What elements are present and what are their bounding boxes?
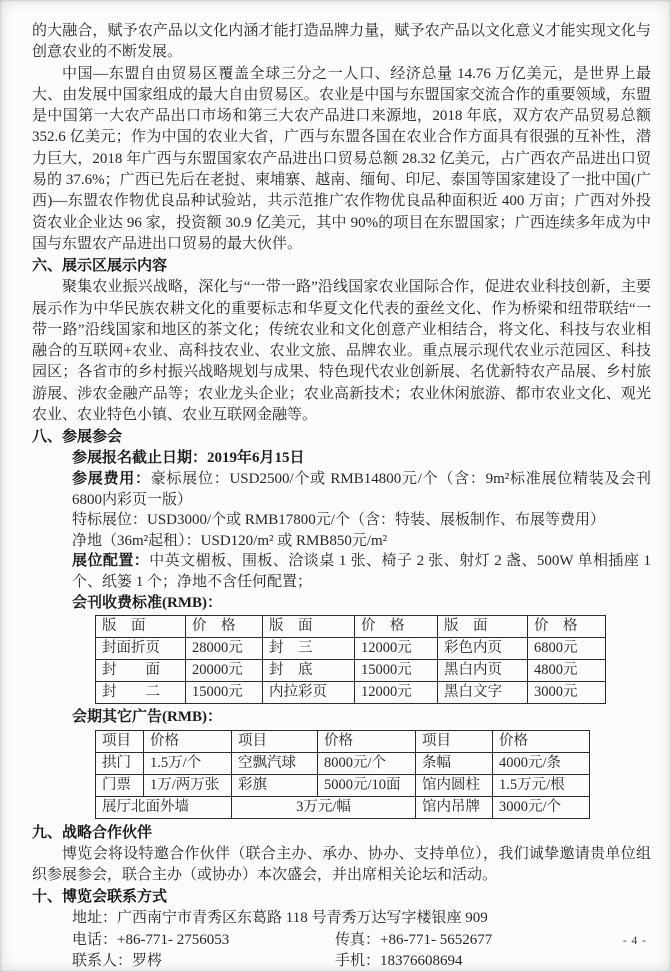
table-cell: 黑白内页: [438, 660, 528, 682]
section8-details: [32, 448, 651, 818]
table-cell: 4800元: [528, 660, 606, 682]
table-cell: 拱门: [96, 752, 144, 774]
table-cell: 5000元/10面: [318, 774, 416, 796]
table-row: [96, 638, 606, 660]
table-cell: 8000元/个: [318, 752, 416, 774]
table-cell: 12000元: [355, 638, 438, 660]
table-cell: 15000元: [355, 660, 438, 682]
table-cell: 内拉彩页: [263, 682, 355, 704]
journal-price-title: 会刊收费标准(RMB)：: [72, 594, 222, 611]
table-cell: 展厅北面外墙: [96, 796, 232, 818]
table-cell: 条幅: [416, 752, 493, 774]
table-cell: 15000元: [186, 682, 263, 704]
table-cell: 彩旗: [232, 774, 318, 796]
special-booth-line: 特标展位：USD3000/个或 RMB17800元/个（含：特装、展板制作、布展等费用）: [72, 512, 605, 529]
page-number: - 4 -: [622, 935, 647, 947]
table-cell: 1.5万元/根: [493, 774, 590, 796]
booth-config-line: [72, 551, 651, 592]
section10-heading: 十、博览会联系方式: [32, 889, 168, 906]
table-row: [96, 752, 590, 774]
column-header: 项目: [96, 730, 144, 752]
table-cell: 1万/两万张: [144, 774, 232, 796]
contact-mobile: 手机：18376608694: [335, 953, 463, 970]
paragraph-cafta-overview: 中国—东盟自由贸易区覆盖全球三分之一人口、经济总量 14.76 万亿美元，是世界上最大、由发展中国家组成的最大自由贸易区。农业是中国与东盟国家交流合作的重要领域，东盟是中国第一大农产品出口市场和第三大农产品进口来源地，2018 年底，双方农产品贸易总额 352.6 亿美元；作为中国的农业大省，广西与东盟各国在农业合作方面具有很强的互补性，潜力巨大，2018 年广西与东盟国家农产品进出口贸易总额 28.32 亿美元，占广西农产品进出口贸易的 37.6%；广西已先后在老挝、柬埔寨、越南、缅甸、印尼、泰国等国家建设了一批中国(广西)—东盟农作物优良品种试验站，共示范推广农作物优良品种面积近 400 万亩；广西对外投资农业企业达 96 家，投资额 30.9 亿美元，其中 90%的项目在东盟国家；广西连续多年成为中国与东盟农产品进出口贸易的最大伙伴。: [32, 65, 651, 252]
contact-row: [72, 930, 651, 951]
section9-heading: 九、战略合作伙伴: [32, 824, 153, 841]
table-cell: 3000元: [528, 682, 606, 704]
fee-text: 豪标展位：USD2500/个或 RMB14800元/个（含：9m²标准展位精装及会刊6800内彩页一版）: [72, 470, 651, 508]
table-cell: 6800元: [528, 638, 606, 660]
table-cell: 12000元: [355, 682, 438, 704]
column-header: 项目: [232, 730, 318, 752]
table-row-merged: [96, 796, 590, 818]
column-header: 项目: [416, 730, 493, 752]
table-cell: 黑白文字: [438, 682, 528, 704]
table-row: [96, 774, 590, 796]
section6-heading: 六、展示区展示内容: [32, 258, 168, 275]
table-row: [96, 682, 606, 704]
table-cell: 1.5万/个: [144, 752, 232, 774]
column-header: 价格: [493, 730, 590, 752]
table-cell: 彩色内页: [438, 638, 528, 660]
contact-phone: 电话：+86-771- 2756053: [72, 931, 230, 948]
table-cell: 馆内圆柱: [416, 774, 493, 796]
column-header: 价 格: [528, 616, 606, 638]
column-header: 版 面: [96, 616, 186, 638]
table-cell: 封 底: [263, 660, 355, 682]
contact-fax: 传真：+86-771- 5652677: [335, 931, 493, 948]
contact-row: [72, 951, 651, 972]
table-cell: 封 三: [263, 638, 355, 660]
table-cell: 封面折页: [96, 638, 186, 660]
booth-config-text: 中英文楣板、围板、洽谈桌 1 张、椅子 2 张、射灯 2 盏、500W 单相插座 1 个、纸篓 1 个；净地不含任何配置；: [72, 553, 651, 590]
fee-label: 参展费用：: [72, 470, 151, 487]
column-header: 价 格: [186, 616, 263, 638]
table-cell: 3万元/幅: [232, 796, 416, 818]
paragraph-culture-fusion: 的大融合，赋予农产品以文化内涵才能打造品牌力量，赋予农产品以文化意义才能实现文化与创意农业的不断发展。: [32, 23, 651, 61]
registration-deadline: 参展报名截止日期：2019年6月15日: [72, 450, 305, 467]
table-cell: 馆内吊牌: [416, 796, 493, 818]
journal-price-table: [95, 615, 606, 704]
section6-body: 聚集农业振兴战略，深化与“一带一路”沿线国家农业国际合作，促进农业科技创新，主要展示作为中华民族农耕文化的重要标志和华夏文化代表的蚕丝文化、作为桥梁和纽带联结“一带一路”沿线国家和地区的茶文化；传统农业和文化创意产业相结合，将文化、科技与农业相融合的互联网+农业、高科技农业、农业文旅、品牌农业。重点展示现代农业示范园区、科技园区；各省市的乡村振兴战略规划与成果、特色现代农业创新展、名优新特农产品展、乡村旅游展、涉农金融产品等；农业龙头企业；农业高新技术；农业休闲旅游、都市农业文化、观光农业、农业特色小镇、农业互联网金融等。: [32, 279, 651, 424]
exhibit-fee-line: [72, 469, 651, 510]
booth-config-label: 展位配置：: [72, 553, 150, 570]
column-header: 版 面: [438, 616, 528, 638]
table-cell: 3000元/个: [493, 796, 590, 818]
table-cell: 封 二: [96, 682, 186, 704]
ads-price-title: 会期其它广告(RMB)：: [72, 709, 222, 726]
column-header: 版 面: [263, 616, 355, 638]
raw-space-line: 净地（36m²起租）：USD120/m² 或 RMB850元/m²: [72, 532, 388, 549]
contact-address: 地址：广西南宁市青秀区东葛路 118 号青秀万达写字楼银座 909: [72, 910, 488, 927]
section9-body: 博览会将设特邀合作伙伴（联合主办、承办、协办、支持单位），我们诚挚邀请贵单位组织参展参会，联合主办（或协办）本次盛会，并出席相关论坛和活动。: [32, 845, 651, 883]
column-header: 价 格: [355, 616, 438, 638]
table-cell: 门票: [96, 774, 144, 796]
table-cell: 4000元/条: [493, 752, 590, 774]
ads-price-table: [95, 730, 590, 819]
column-header: 价格: [144, 730, 232, 752]
table-cell: 28000元: [186, 638, 263, 660]
table-cell: 封 面: [96, 660, 186, 682]
table-header-row: [96, 730, 590, 752]
section8-heading: 八、参展参会: [32, 429, 123, 446]
table-header-row: [96, 616, 606, 638]
table-cell: 20000元: [186, 660, 263, 682]
contact-info: [32, 908, 651, 972]
contact-person: 联系人：罗梣: [72, 953, 163, 970]
table-row: [96, 660, 606, 682]
column-header: 价格: [318, 730, 416, 752]
table-cell: 空飘汽球: [232, 752, 318, 774]
